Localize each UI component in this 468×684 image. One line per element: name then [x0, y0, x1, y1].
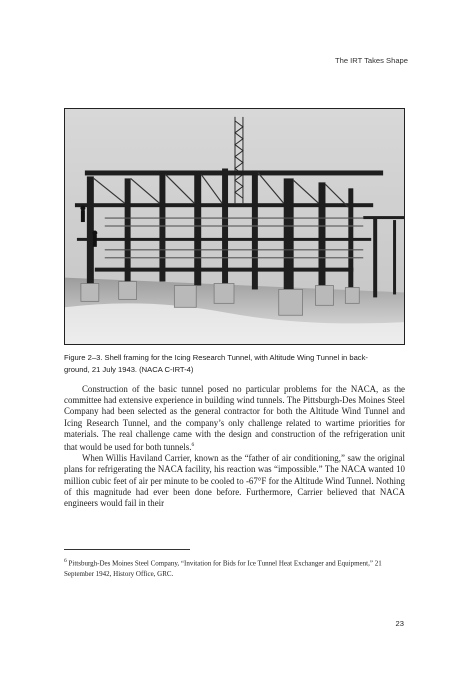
paragraph-1-text: Construction of the basic tunnel posed no particular problems for the NACA, as the committee had extensive experience in building wind tunnels. The Pittsburgh-Des Moines Steel Company had been selected as the general contractor for both the Altitude Wind Tunnel and Icing Research Tunnel, and the company’s only challenge related to wartime priorities for materials. The real challenge came with the design and construction of the refrigeration unit that would be used for both tunnels.: [64, 384, 405, 452]
footnote: [64, 556, 405, 580]
footnote-ref-6[interactable]: 6: [191, 442, 195, 449]
figure-caption: [64, 352, 409, 375]
paragraph-1: [64, 384, 405, 453]
construction-photo: [64, 108, 405, 345]
footnote-rule: [64, 549, 190, 550]
caption-line-2: ground, 21 July 1943. (NACA C-IRT-4): [64, 364, 194, 374]
caption-line-1: Figure 2–3. Shell framing for the Icing Research Tunnel, with Altitude Wing Tunnel in back-: [64, 353, 368, 362]
steel-framing-photo-graphic: [65, 109, 404, 344]
paragraph-2-text: When Willis Haviland Carrier, known as the “father of air conditioning,” saw the original plans for refrigerating the NACA facility, his reaction was “impossible.” The NACA wanted 10 million cubic feet of air per minute to be cooled to -67°F for the Altitude Wind Tunnel. Nothing of this magnitude had ever been done before. Furthermore, Carrier believed that NACA engineers would fail in their: [64, 453, 405, 508]
paragraph-2: [64, 453, 405, 509]
page-number: 23: [395, 619, 404, 628]
footnote-marker: 6: [64, 558, 67, 564]
footnote-text: Pittsburgh-Des Moines Steel Company, “Invitation for Bids for Ice Tunnel Heat Exchanger and Equipment,” 21 September 1942, History Office, GRC.: [64, 559, 382, 579]
running-head: The IRT Takes Shape: [334, 56, 408, 65]
body-text: [64, 384, 405, 509]
